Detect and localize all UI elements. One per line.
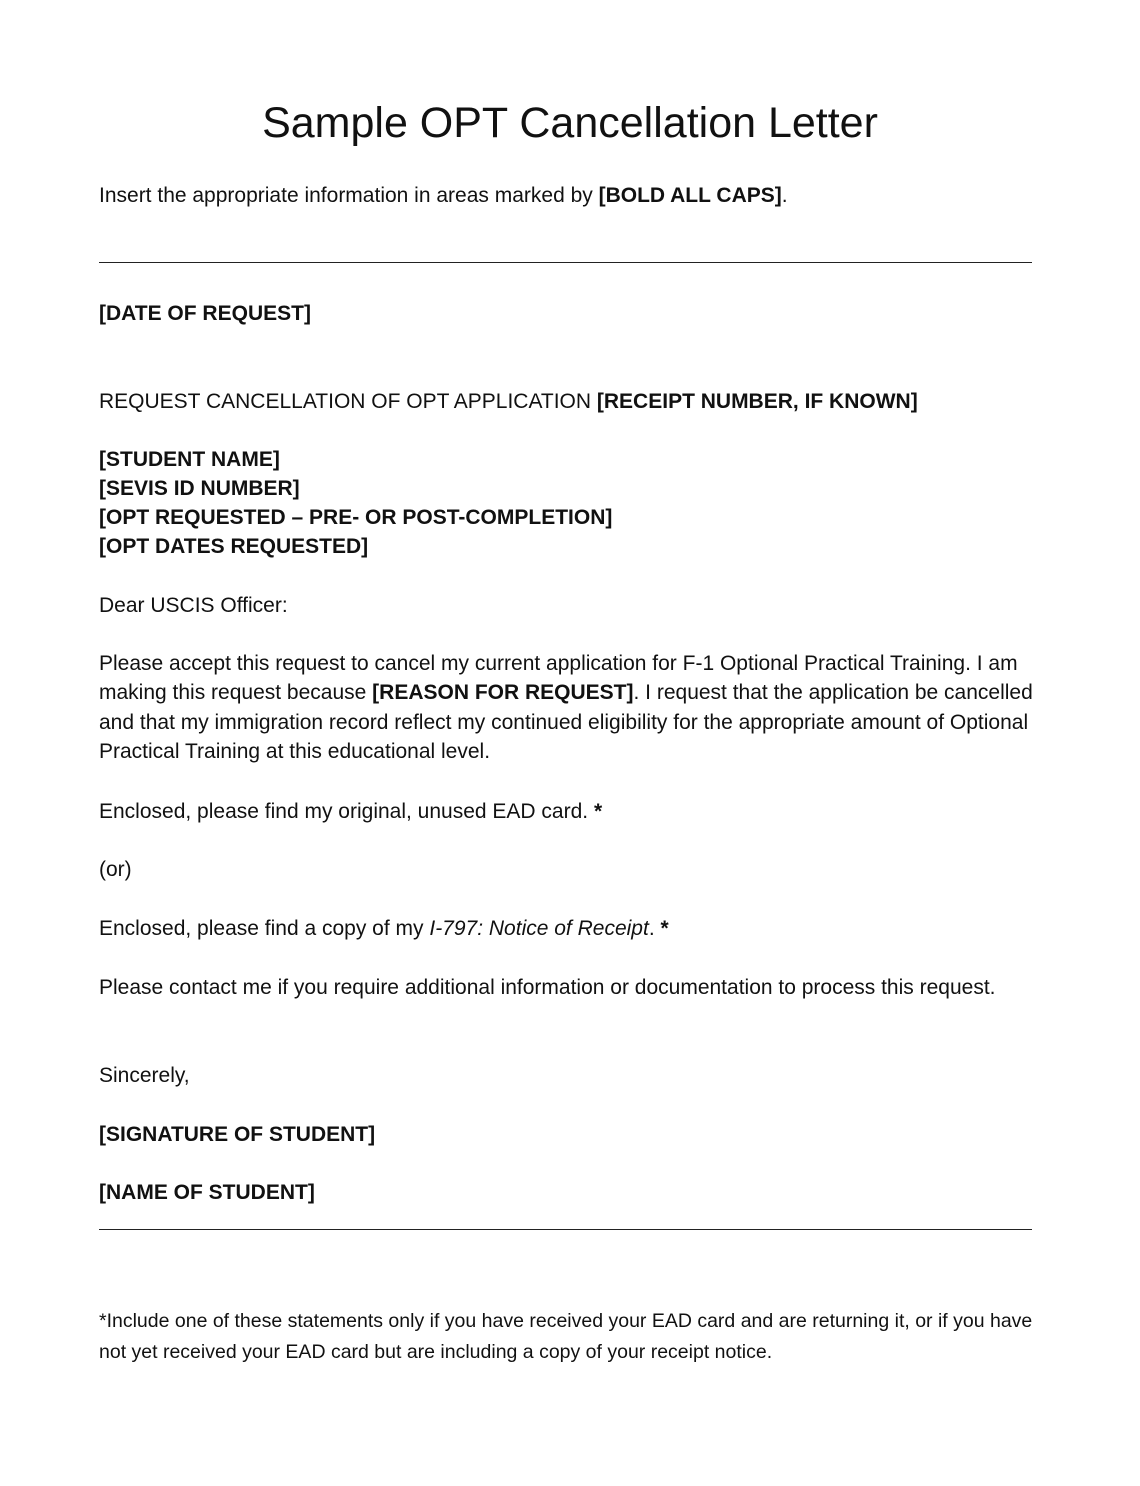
signature-placeholder: [SIGNATURE OF STUDENT] xyxy=(99,1123,376,1146)
enclosure-receipt-text: Enclosed, please find a copy of my xyxy=(99,917,430,940)
body-part2: . I request that the application be cancelled and that my immigration record reflect my continued eligibility for the appropriate amount of Optional Practical Training at this educational level. xyxy=(99,681,1033,764)
instructions-line xyxy=(99,181,788,210)
reason-placeholder: [REASON FOR REQUEST] xyxy=(372,681,634,705)
opt-dates-placeholder: [OPT DATES REQUESTED] xyxy=(99,535,369,558)
name-placeholder: [NAME OF STUDENT] xyxy=(99,1181,315,1204)
body-part1: Please accept this request to cancel my current application for F-1 Optional Practical Training. I am making this request because xyxy=(99,652,1018,705)
subject-text: REQUEST CANCELLATION OF OPT APPLICATION xyxy=(99,390,597,413)
sevis-id-placeholder: [SEVIS ID NUMBER] xyxy=(99,477,300,500)
date-placeholder: [DATE OF REQUEST] xyxy=(99,302,311,325)
student-name-placeholder: [STUDENT NAME] xyxy=(99,448,280,471)
receipt-document-name: I-797: Notice of Receipt xyxy=(429,917,649,940)
top-divider xyxy=(99,262,1032,263)
instructions-end: . xyxy=(781,184,788,207)
opt-requested-placeholder: [OPT REQUESTED – PRE- OR POST-COMPLETION] xyxy=(99,506,613,529)
instructions-marker: [BOLD ALL CAPS] xyxy=(598,184,782,207)
or-text: (or) xyxy=(99,858,132,881)
receipt-number-placeholder: [RECEIPT NUMBER, IF KNOWN] xyxy=(596,390,918,413)
enclosure-ead-star: * xyxy=(593,800,603,823)
enclosure-receipt-end: . xyxy=(648,917,661,940)
subject-line xyxy=(99,387,918,416)
enclosure-receipt-star: * xyxy=(660,917,669,940)
closing: Sincerely, xyxy=(99,1064,190,1087)
enclosure-receipt-line xyxy=(99,914,669,943)
salutation: Dear USCIS Officer: xyxy=(99,594,288,617)
body-paragraph xyxy=(99,649,1039,767)
bottom-divider xyxy=(99,1229,1032,1230)
instructions-text: Insert the appropriate information in areas marked by xyxy=(99,184,599,207)
enclosure-ead-line xyxy=(99,797,602,826)
page-title: Sample OPT Cancellation Letter xyxy=(262,99,878,147)
contact-paragraph: Please contact me if you require additional information or documentation to process this request. xyxy=(99,976,996,999)
enclosure-ead-text: Enclosed, please find my original, unused EAD card. xyxy=(99,800,594,823)
footnote: *Include one of these statements only if you have received your EAD card and are returning it, or if you have not yet received your EAD card but are including a copy of your receipt notice. xyxy=(99,1310,1033,1363)
